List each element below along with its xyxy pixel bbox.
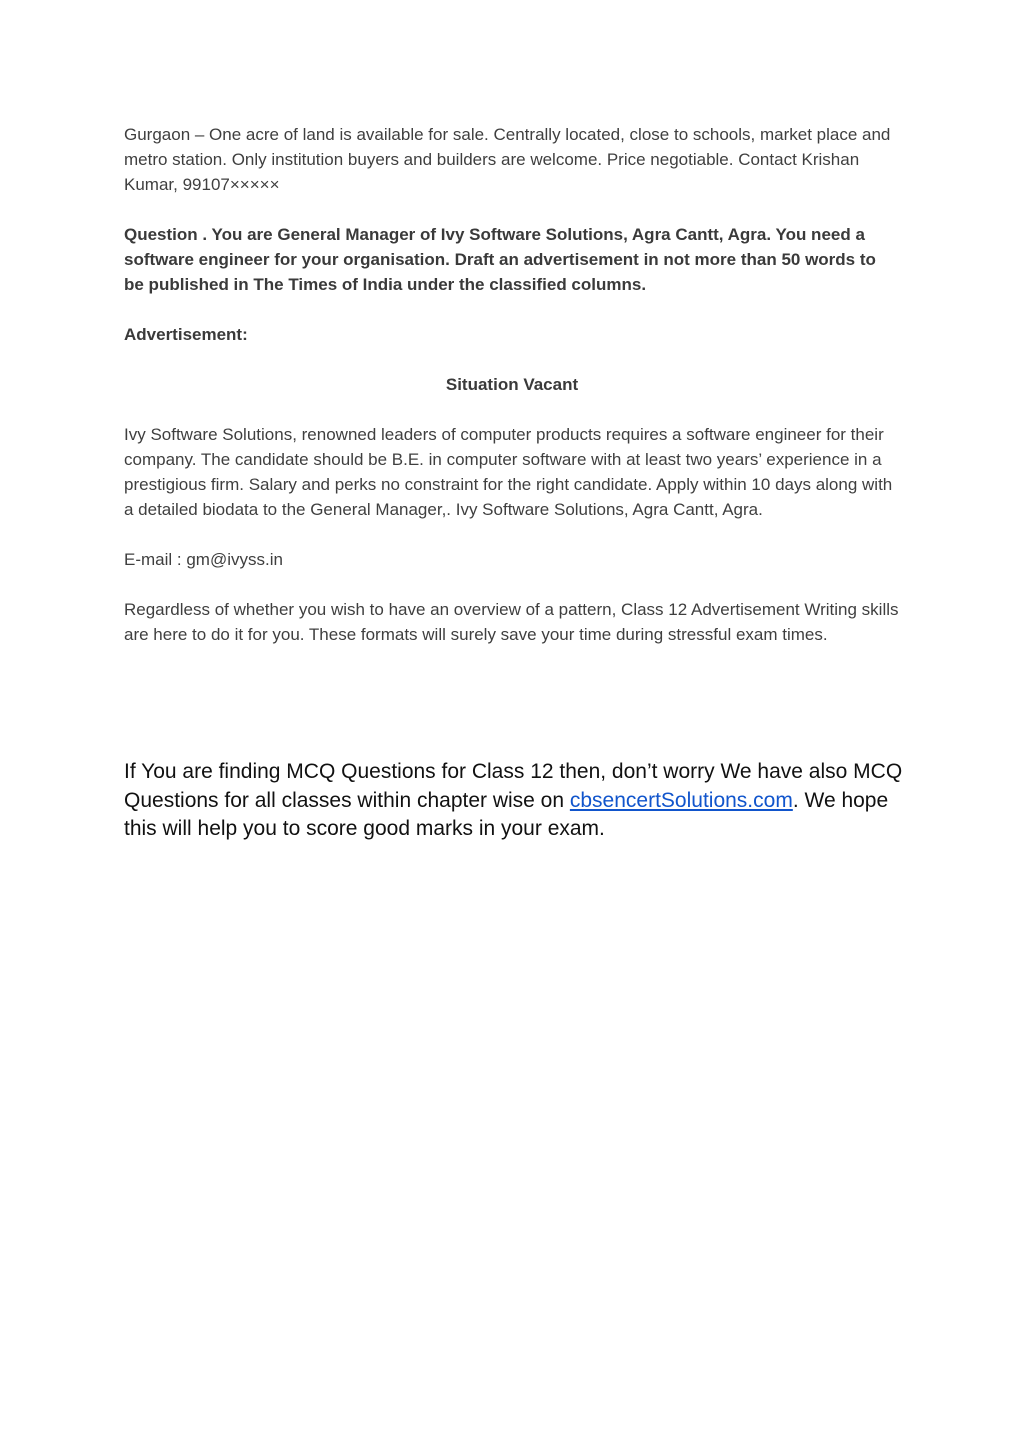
advertisement-label: Advertisement: bbox=[124, 325, 248, 344]
footer-text-after-link: . We hope this will help you to score good marks in your exam. bbox=[124, 788, 889, 840]
document-body bbox=[124, 122, 900, 672]
land-sale-paragraph: Gurgaon – One acre of land is available for sale. Centrally located, close to schools, market place and metro station. Only institution buyers and builders are welcome. Price negotiable. Contact Krishan Kumar, 99107××××× bbox=[124, 125, 891, 194]
email-line: E-mail : gm@ivyss.in bbox=[124, 550, 283, 569]
ad-heading: Situation Vacant bbox=[445, 375, 579, 394]
footer-note bbox=[124, 758, 904, 844]
cbse-solutions-link[interactable]: cbsencertSolutions.com bbox=[569, 788, 793, 812]
ad-body-paragraph: Ivy Software Solutions, renowned leaders of computer products requires a software engineer for their company. The candidate should be B.E. in computer software with at least two years’ experience in a prestigious firm. Salary and perks no constraint for the right candidate. Apply within 10 days along with a detailed biodata to the General Manager,. Ivy Software Solutions, Agra Cantt, Agra. bbox=[124, 425, 893, 519]
footer-text-before-link: If You are finding MCQ Questions for Class 12 then, don’t worry We have also MCQ Questions for all classes within chapter wise on bbox=[124, 760, 903, 812]
question-paragraph: Question . You are General Manager of Ivy Software Solutions, Agra Cantt, Agra. You need a software engineer for your organisation. Draft an advertisement in not more than 50 words to be published in The Times of India under the classified columns. bbox=[124, 225, 876, 294]
closing-paragraph: Regardless of whether you wish to have an overview of a pattern, Class 12 Advertisement Writing skills are here to do it for you. These formats will surely save your time during stressful exam times. bbox=[124, 600, 899, 644]
